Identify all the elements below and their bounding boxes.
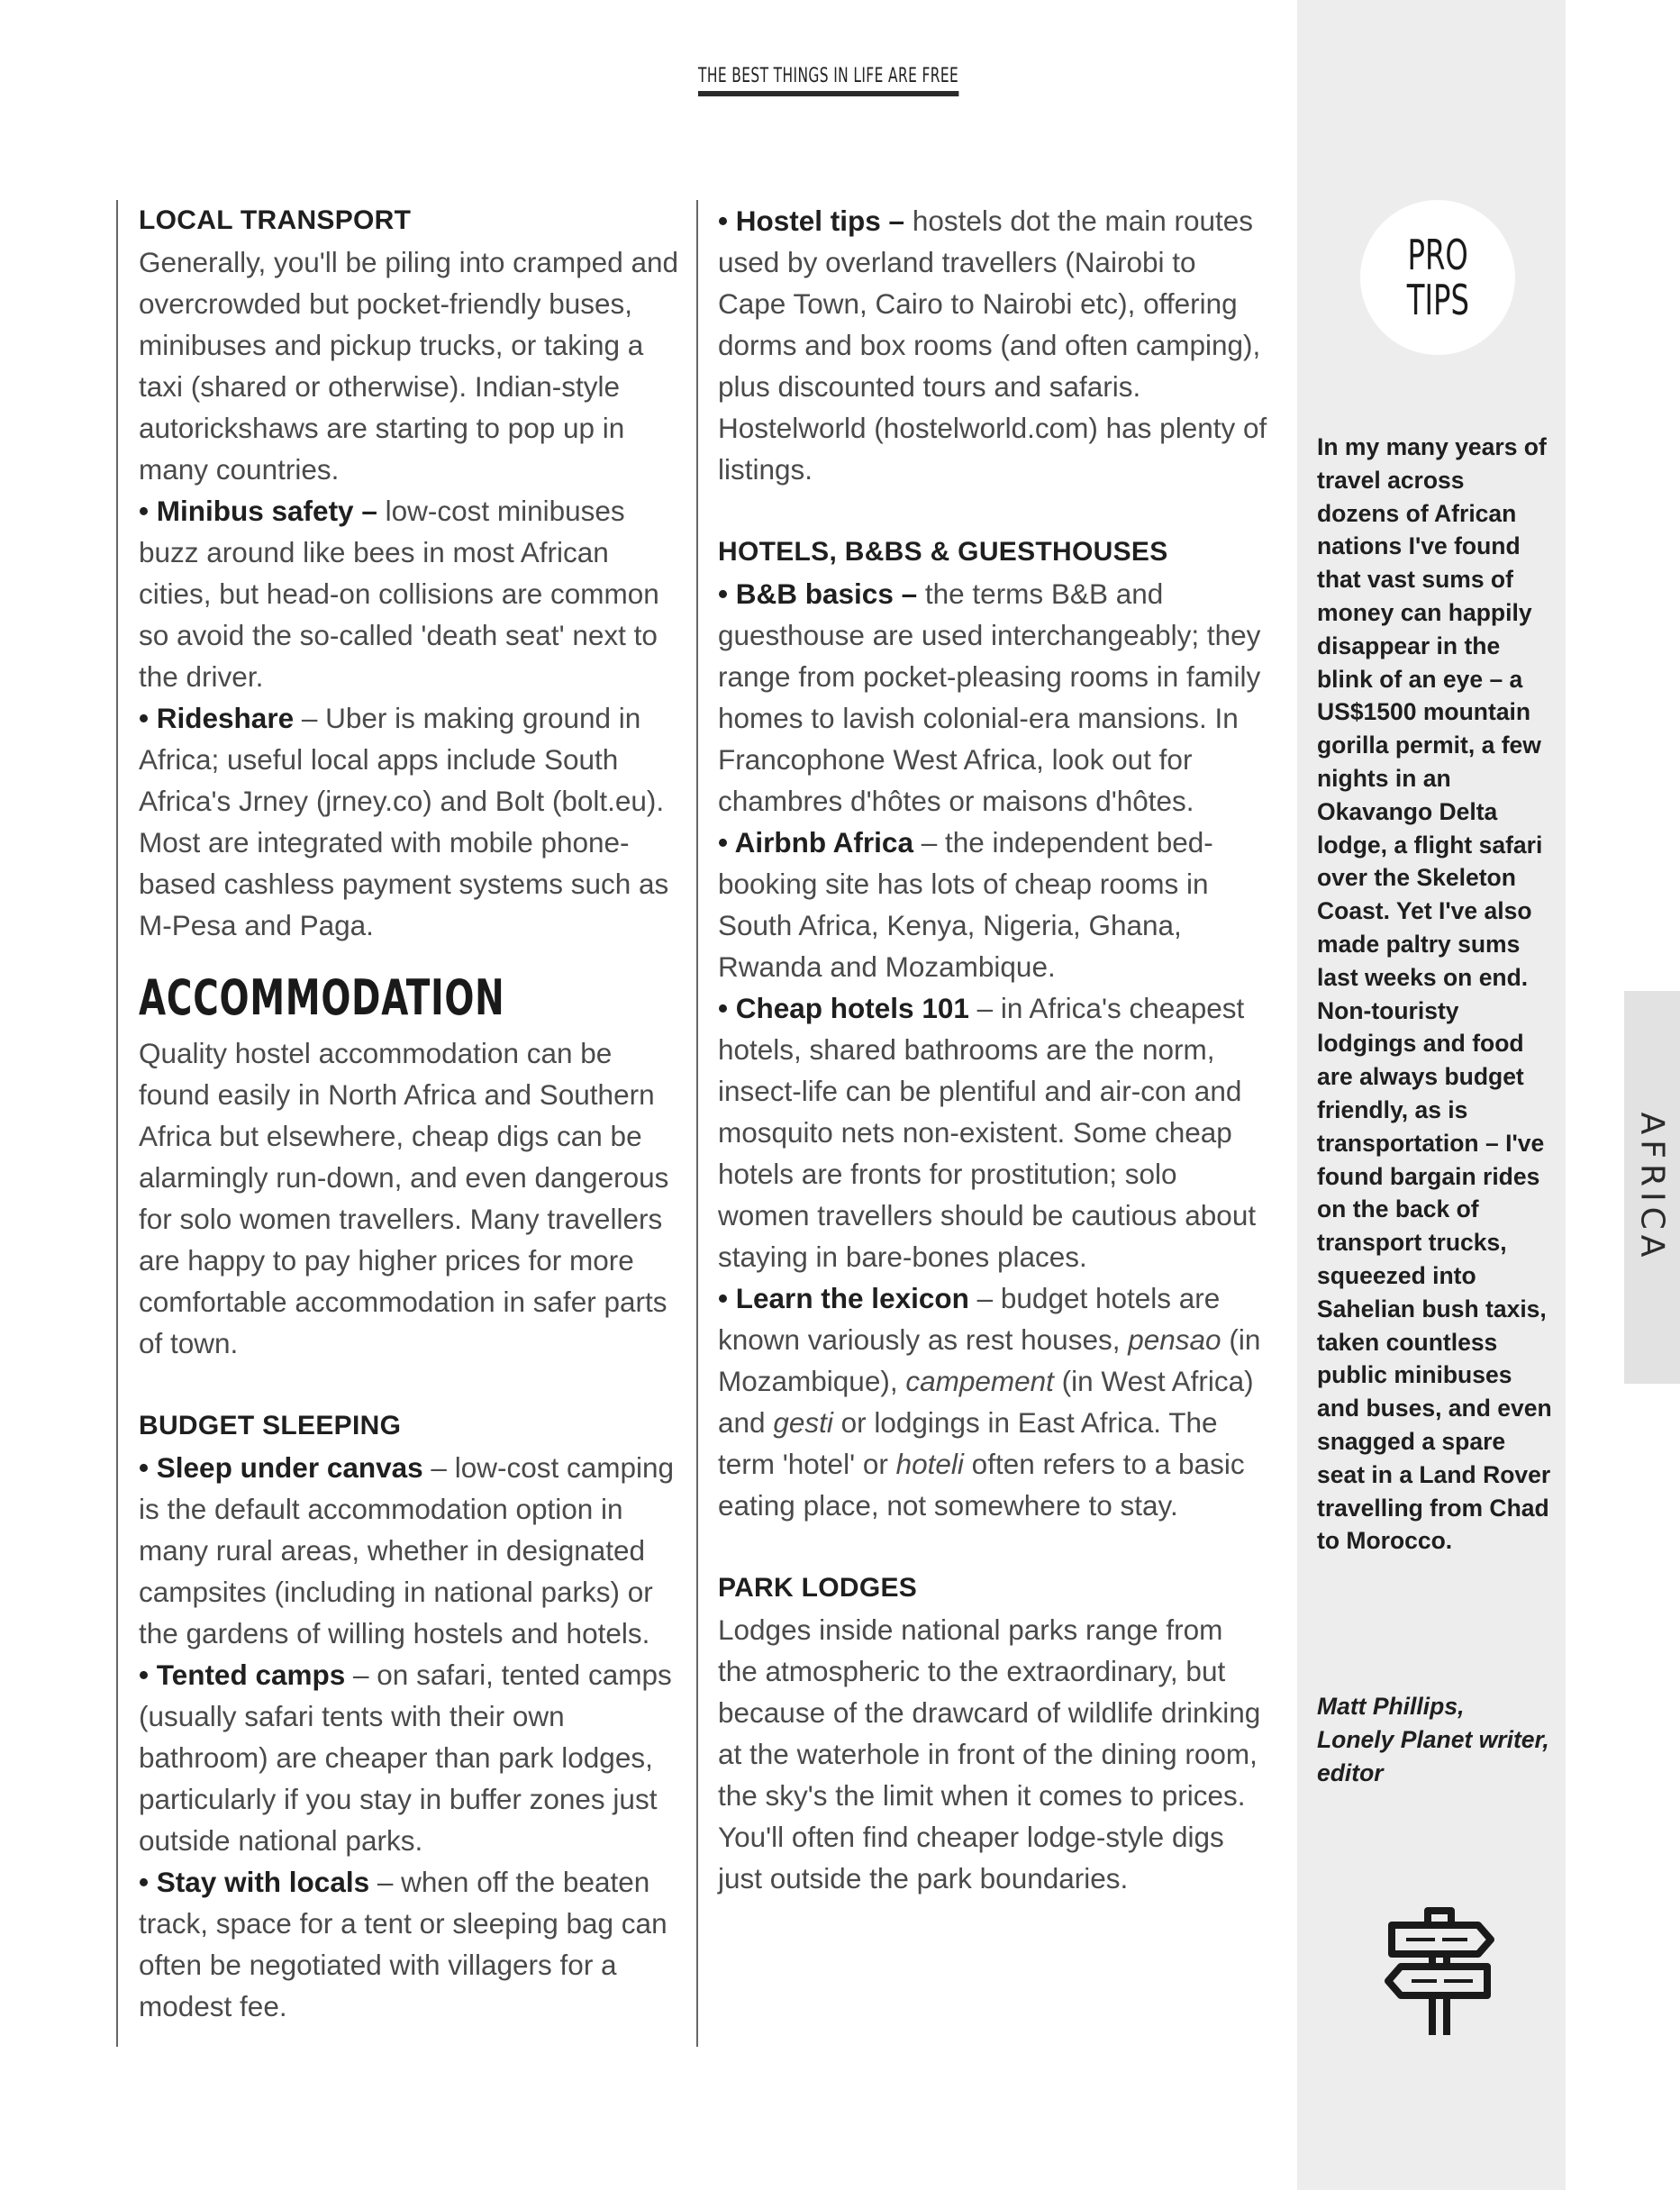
lexicon-text: often refers to a basic eating place, not somewhere to stay. [718, 1448, 1245, 1522]
lexicon-term: gesti [773, 1406, 833, 1439]
lexicon-term: pensao [1128, 1323, 1221, 1356]
credit-name: Matt Phillips, [1317, 1693, 1465, 1720]
cheap-text: – in Africa's cheapest hotels, shared bathrooms are the norm, insect-life can be plentiful and air-con and mosquito nets non-existent. Some cheap hotels are fronts for prostitution; solo women travellers should be cautious about staying in bare-bones places. [718, 992, 1257, 1273]
cheap-label: • Cheap hotels 101 [718, 992, 969, 1024]
left-column [139, 200, 679, 2027]
left-column-rule [116, 200, 118, 2047]
bb-tip [718, 573, 1267, 822]
canvas-tip [139, 1447, 679, 1654]
airbnb-text: – the independent bed-booking site has lots of cheap rooms in South Africa, Kenya, Nigeria, Ghana, Rwanda and Mozambique. [718, 826, 1213, 983]
accommodation-heading: ACCOMMODATION [139, 969, 505, 1026]
minibus-label: • Minibus safety – [139, 495, 377, 527]
lexicon-text: – budget hotels are known variously as rest houses, [718, 1282, 1221, 1356]
section-tab [1624, 991, 1680, 1384]
pro-label: PRO [1407, 231, 1468, 279]
signpost-icon [1381, 1905, 1498, 2040]
canvas-text: – low-cost camping is the default accommodation option in many rural areas, whether in designated campsites (including in national parks) or the gardens of willing hostels and hotels. [139, 1451, 675, 1649]
lexicon-tip [718, 1277, 1267, 1526]
canvas-label: • Sleep under canvas [139, 1451, 423, 1484]
lexicon-text: (in West Africa) and [718, 1365, 1254, 1439]
middle-column-rule [696, 200, 698, 2047]
pro-tip-text [1317, 431, 1553, 1558]
hostel-tip [718, 200, 1267, 490]
minibus-tip [139, 490, 679, 697]
locals-label: • Stay with locals [139, 1866, 370, 1898]
middle-column [718, 200, 1267, 1899]
hotels-heading: HOTELS, B&BS & GUESTHOUSES [718, 537, 1168, 567]
locals-text: – when off the beaten track, space for a tent or sleeping bag can often be negotiated with villagers for a modest fee. [139, 1866, 667, 2022]
park-lodges-heading: PARK LODGES [718, 1573, 918, 1603]
credit-role: Lonely Planet writer, editor [1317, 1725, 1549, 1786]
lexicon-label: • Learn the lexicon [718, 1282, 969, 1314]
tented-label: • Tented camps [139, 1658, 346, 1691]
pro-tips-badge [1360, 200, 1515, 355]
rideshare-label: • Rideshare [139, 702, 295, 734]
hostel-label: • Hostel tips – [718, 204, 905, 237]
pro-tip-paragraph: In my many years of travel across dozens of African nations I've found that vast sums of money can happily disappear in the blink of an eye – a US$1500 mountain gorilla permit, a few nights in an Okavango Delta lodge, a flight safari over the Skeleton Coast. Yet I've also made paltry sums last weeks on end. Non-touristy lodgings and food are always budget friendly, as is transportation – I've found bargain rides on the back of transport trucks, squeezed into Sahelian bush taxis, taken countless public minibuses and buses, and even snagged a spare seat in a Land Rover travelling from Chad to Morocco. [1317, 433, 1552, 1555]
minibus-text: low-cost minibuses buzz around like bees in most African cities, but head-on collisions are common so avoid the so-called 'death seat' next to the driver. [139, 495, 659, 693]
rideshare-text: – Uber is making ground in Africa; useful local apps include South Africa's Jrney (jrney.co) and Bolt (bolt.eu). Most are integrated with mobile phone-based cashless payment systems such as M-Pesa and Paga. [139, 702, 669, 941]
accommodation-intro: Quality hostel accommodation can be found easily in North Africa and Southern Africa but elsewhere, cheap digs can be alarmingly run-down, and even dangerous for solo women travellers. Many travellers are happy to pay higher prices for more comfortable accommodation in safer parts of town. [139, 1037, 669, 1359]
running-head-text: THE BEST THINGS IN LIFE ARE FREE [698, 65, 958, 96]
hostel-text: hostels dot the main routes used by overland travellers (Nairobi to Cape Town, Cairo to Nairobi etc), offering dorms and box rooms (and often camping), plus discounted tours and safaris. Hostelworld (hostelworld.com) has plenty of listings. [718, 204, 1267, 486]
transport-intro: Generally, you'll be piling into cramped and overcrowded but pocket-friendly buses, minibuses and pickup trucks, or taking a taxi (shared or otherwise). Indian-style autorickshaws are starting to pop up in many countries. [139, 246, 679, 486]
budget-sleeping-heading: BUDGET SLEEPING [139, 1411, 402, 1440]
locals-tip [139, 1861, 679, 2027]
lexicon-term: hoteli [895, 1448, 964, 1480]
pro-tip-credit [1317, 1690, 1553, 1789]
pro-tips-sidebar [1297, 0, 1566, 2190]
airbnb-tip [718, 822, 1267, 987]
rideshare-tip [139, 697, 679, 946]
tips-label: TIPS [1406, 276, 1469, 324]
tented-text: – on safari, tented camps (usually safari tents with their own bathroom) are cheaper than park lodges, particularly if you stay in buffer zones just outside national parks. [139, 1658, 672, 1857]
airbnb-label: • Airbnb Africa [718, 826, 913, 859]
section-tab-label: AFRICA [1633, 1112, 1671, 1263]
park-lodges-text: Lodges inside national parks range from the atmospheric to the extraordinary, but because of the drawcard of wildlife drinking at the waterhole in front of the dining room, the sky's the limit when it comes to prices. You'll often find cheaper lodge-style digs just outside the park boundaries. [718, 1613, 1261, 1895]
lexicon-text: (in Mozambique), [718, 1323, 1261, 1397]
bb-text: the terms B&B and guesthouse are used interchangeably; they range from pocket-pleasing rooms in family homes to lavish colonial-era mansions. In Francophone West Africa, look out for chambres d'hôtes or maisons d'hôtes. [718, 577, 1261, 817]
tented-tip [139, 1654, 679, 1861]
cheap-hotels-tip [718, 987, 1267, 1277]
lexicon-text: or lodgings in East Africa. The term 'hotel' or [718, 1406, 1218, 1480]
bb-label: • B&B basics – [718, 577, 918, 610]
local-transport-heading: LOCAL TRANSPORT [139, 205, 412, 235]
lexicon-term: campement [905, 1365, 1054, 1397]
